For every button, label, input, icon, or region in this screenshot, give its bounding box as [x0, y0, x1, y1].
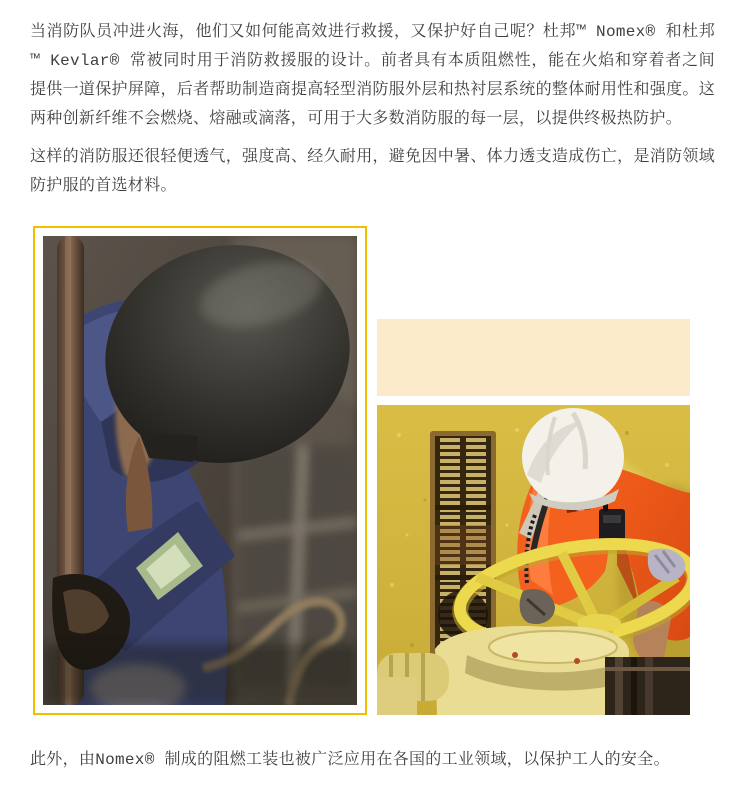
- pipe-flange: [605, 657, 690, 715]
- paragraph-suit-advantages: 这样的消防服还很轻便透气，强度高、经久耐用，避免因中暑、体力透支造成伤亡，是消防领域防护服的首选材料。: [30, 148, 715, 195]
- right-photo: [377, 405, 690, 715]
- left-photo: [43, 236, 357, 705]
- beige-panel: [377, 319, 690, 396]
- paragraph-industrial-use: 此外，由Nomex® 制成的阻燃工装也被广泛应用在各国的工业领域，以保护工人的安全。: [30, 751, 670, 769]
- paragraph-firefighter-fabrics: 当消防队员冲进火海，他们又如何能高效进行救援，又保护好自己呢？杜邦™ Nomex® 和杜邦™ Kevlar® 常被同时用于消防救援服的设计。前者具有本质阻燃性，能在火焰和穿着者之间提供一道保护屏障，后者帮助制造商提高轻型消防服外层和热衬层系统的整体耐用性和强度。这两种创新纤维不会燃烧、熔融或滴落，可用于大多数消防服的每一层，以提供终极热防护。: [30, 23, 715, 128]
- figure-row: [33, 226, 715, 715]
- left-photo-frame: [33, 226, 367, 715]
- right-column: [377, 319, 690, 715]
